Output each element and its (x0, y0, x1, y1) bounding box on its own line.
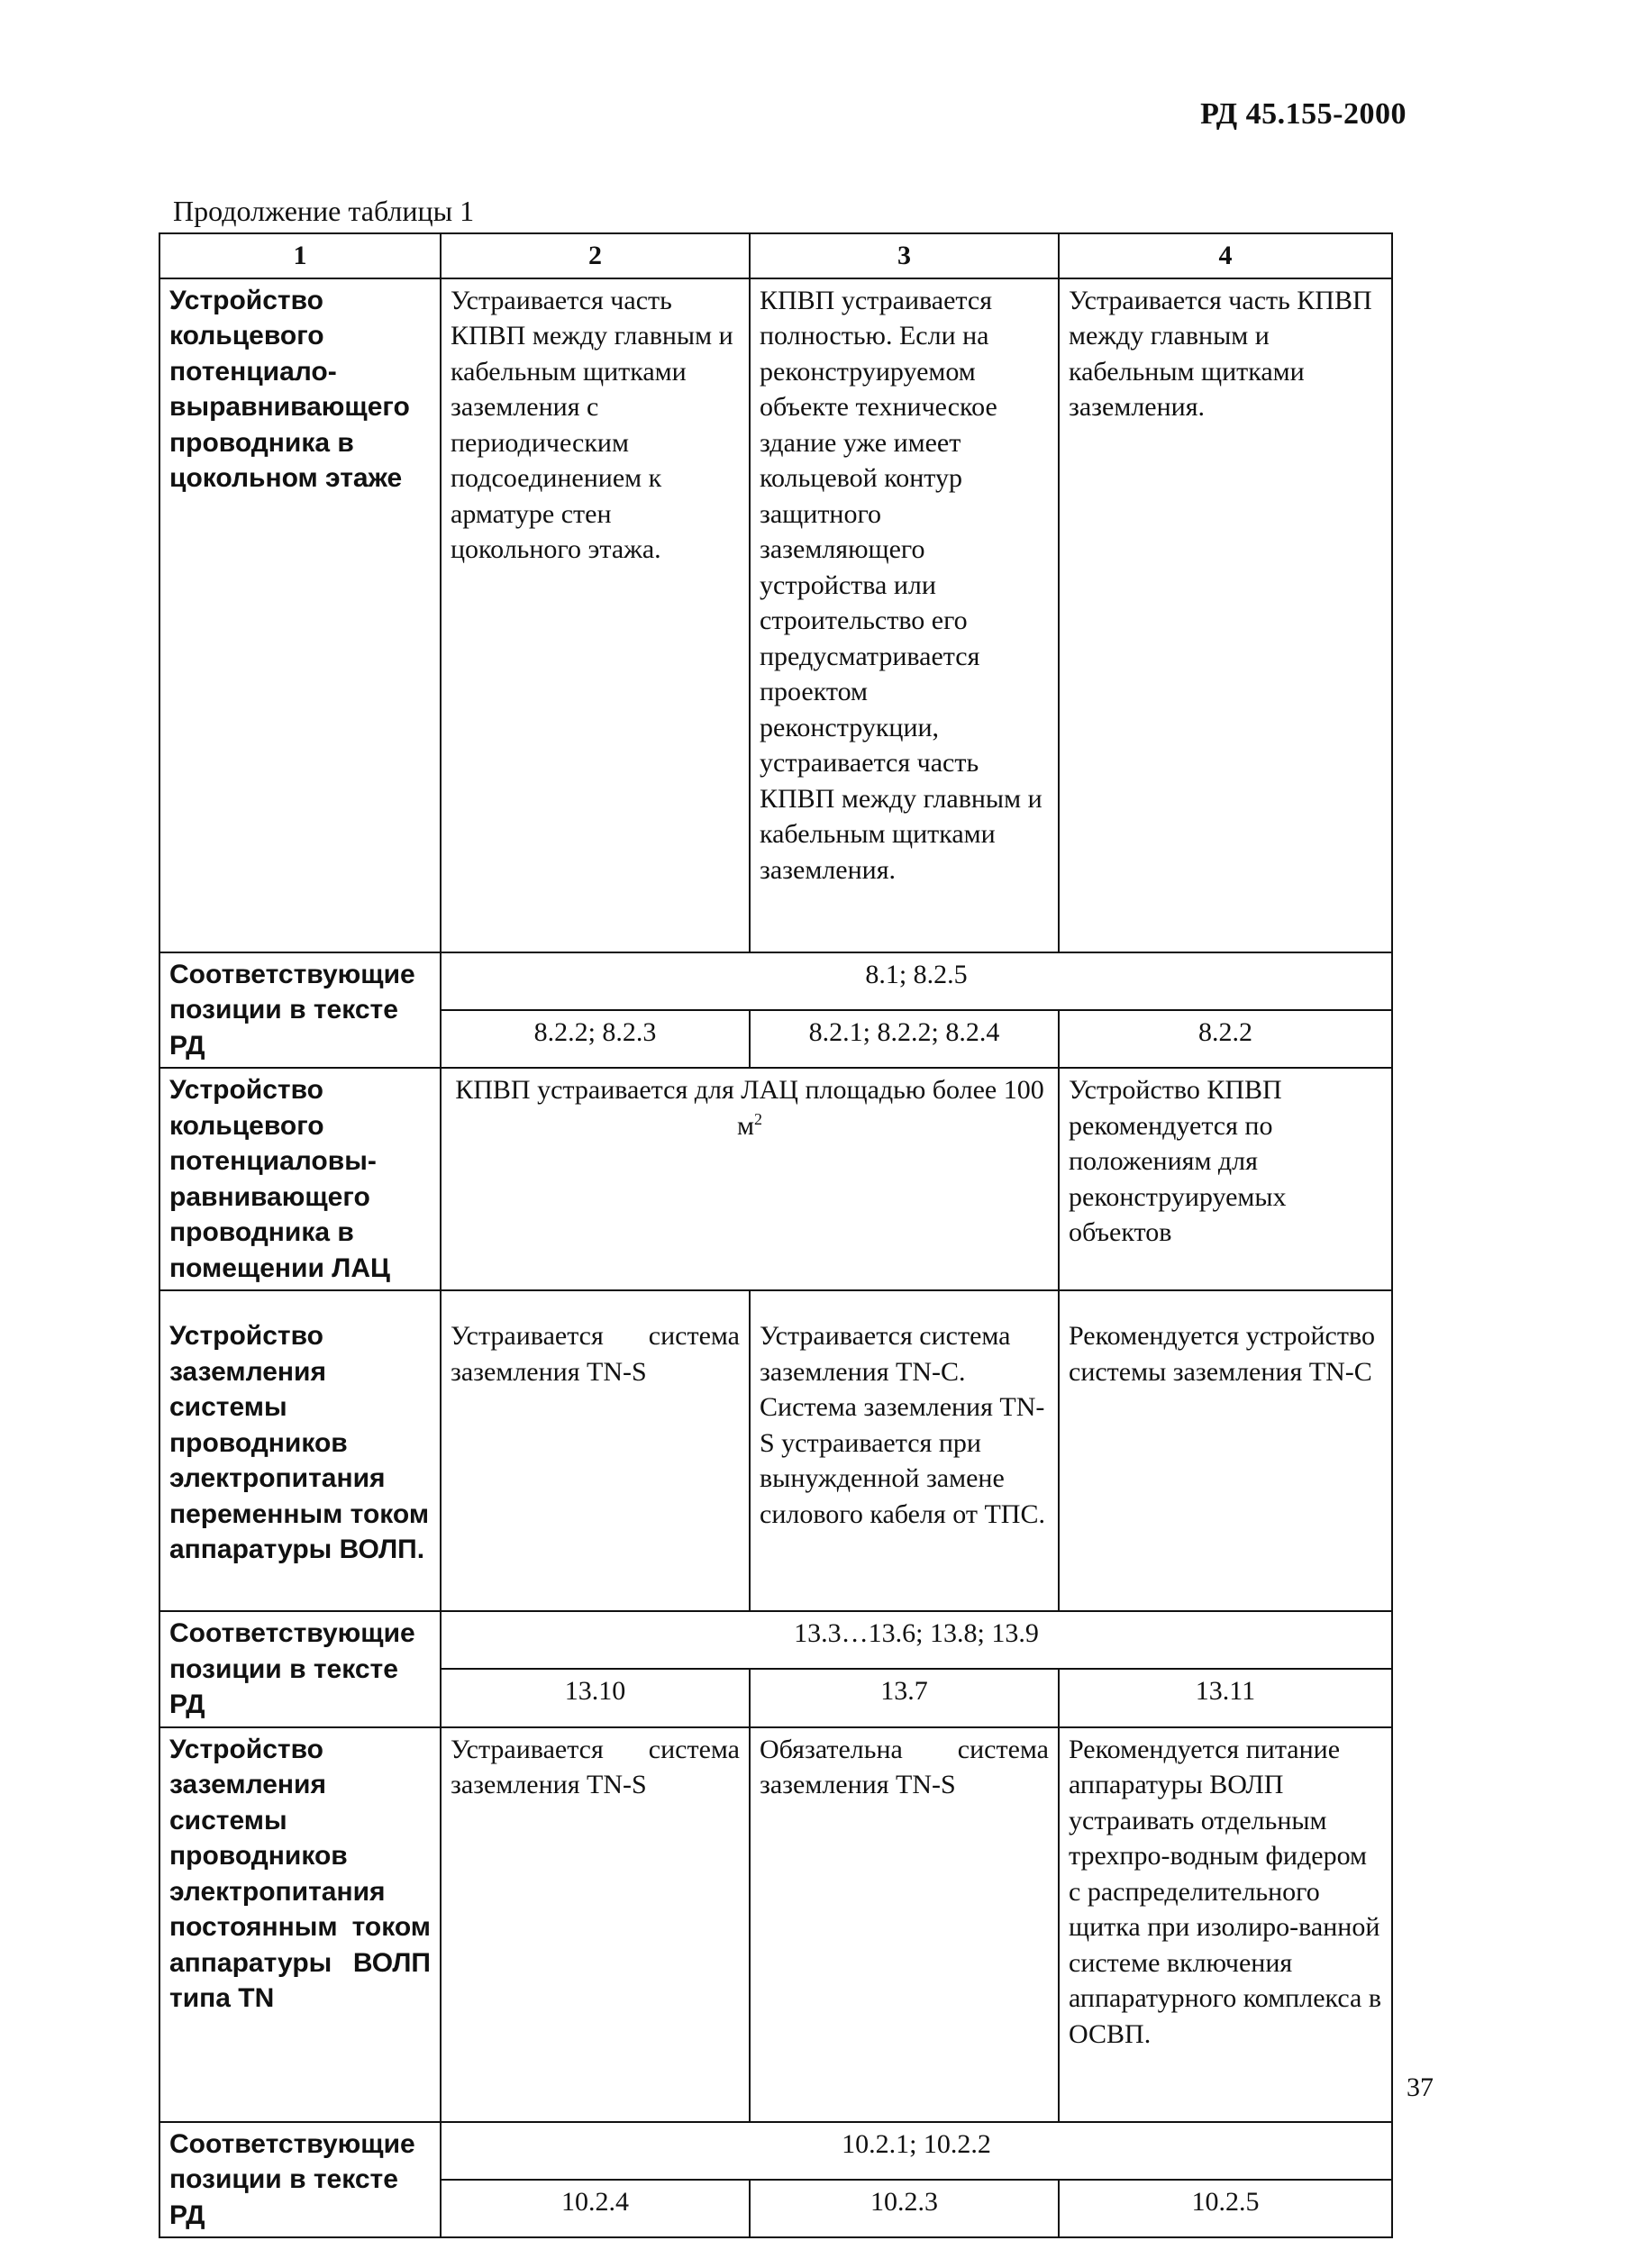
reference-cell: 8.2.2; 8.2.3 (441, 1010, 750, 1068)
reference-cell: 8.2.2 (1059, 1010, 1392, 1068)
page-number: 37 (1407, 2072, 1434, 2102)
table-row (159, 1290, 1392, 1611)
reference-row (159, 2122, 1392, 2180)
column-header: 3 (750, 233, 1059, 278)
reference-cell: 10.2.5 (1059, 2180, 1392, 2237)
table-row (159, 1727, 1392, 2122)
column-header: 4 (1059, 233, 1392, 278)
document-code: РД 45.155-2000 (1200, 97, 1407, 131)
superscript: 2 (753, 1109, 762, 1128)
reference-label: Соответствующие позиции в тексте РД (159, 2122, 441, 2238)
table-row (159, 278, 1392, 952)
column-header: 1 (159, 233, 441, 278)
reference-label: Соответствующие позиции в тексте РД (159, 1611, 441, 1727)
merged-cell-text: КПВП устраивается для ЛАЦ площадью более 100 м (455, 1075, 1044, 1141)
reference-cell: 13.10 (441, 1669, 750, 1726)
table-cell-merged (441, 1068, 1059, 1290)
reference-row (159, 952, 1392, 1010)
comparison-table (159, 232, 1393, 2238)
reference-cell: 10.2.4 (441, 2180, 750, 2237)
table-cell: Рекомендуется устройство системы заземления TN-C (1059, 1290, 1392, 1611)
table-cell: Устройство КПВП рекомендуется по положениям для реконструируемых объектов (1059, 1068, 1392, 1290)
reference-cell: 8.2.1; 8.2.2; 8.2.4 (750, 1010, 1059, 1068)
reference-cell: 13.11 (1059, 1669, 1392, 1726)
reference-cell: 10.2.3 (750, 2180, 1059, 2237)
row-label: Устройство заземления системы проводников электропитания переменным током аппаратуры ВОЛП. (159, 1290, 441, 1611)
table-cell: Устраивается система заземления TN-S (441, 1290, 750, 1611)
table-cell: Устраивается часть КПВП между главным и кабельным щитками заземления с периодическим подсоединением к арматуре стен цокольного этажа. (441, 278, 750, 952)
reference-cell: 13.7 (750, 1669, 1059, 1726)
table-cell: Обязательна система заземления TN-S (750, 1727, 1059, 2122)
table-cell: Устраивается часть КПВП между главным и кабельным щитками заземления. (1059, 278, 1392, 952)
table-cell: Рекомендуется питание аппаратуры ВОЛП устраивать отдельным трехпро-водным фидером с распределительного щитка при изолиро-ванной системе включения аппаратурного комплекса в ОСВП. (1059, 1727, 1392, 2122)
column-header: 2 (441, 233, 750, 278)
reference-common: 8.1; 8.2.5 (441, 952, 1392, 1010)
row-label: Устройство кольцевого потенциало-выравнивающего проводника в цокольном этаже (159, 278, 441, 952)
table-caption: Продолжение таблицы 1 (173, 195, 475, 227)
reference-common: 13.3…13.6; 13.8; 13.9 (441, 1611, 1392, 1669)
reference-common: 10.2.1; 10.2.2 (441, 2122, 1392, 2180)
table-row (159, 1068, 1392, 1290)
table-cell: КПВП устраивается полностью. Если на реконструируемом объекте техническое здание уже имеет кольцевой контур защитного заземляющего устройства или строительство его предусматривается проектом реконструкции, устраивается часть КПВП между главным и кабельным щитками заземления. (750, 278, 1059, 952)
table-cell: Устраивается система заземления TN-S (441, 1727, 750, 2122)
table-cell: Устраивается система заземления TN-C. Система заземления TN-S устраивается при вынужденной замене силового кабеля от ТПС. (750, 1290, 1059, 1611)
row-label: Устройство заземления системы проводников электропитания постоянным током аппаратуры ВОЛП типа TN (159, 1727, 441, 2122)
row-label: Устройство кольцевого потенциаловы-равнивающего проводника в помещении ЛАЦ (159, 1068, 441, 1290)
reference-label: Соответствующие позиции в тексте РД (159, 952, 441, 1069)
column-header-row (159, 233, 1392, 278)
reference-row (159, 1611, 1392, 1669)
